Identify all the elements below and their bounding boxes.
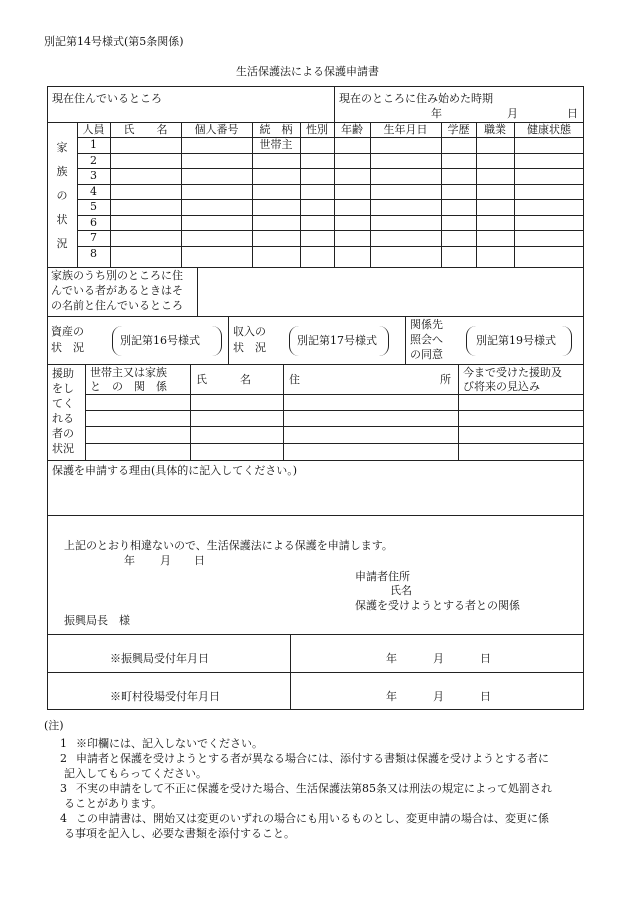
supporters-relation-header: 世帯主又は家族 [90,366,167,379]
family-row-no: 6 [90,216,97,229]
note-line: 申請者と保護を受けようとする者が異なる場合には、添付する書類は保護を受けようとする者に [76,752,549,765]
family-row-no: 5 [90,200,97,213]
separate-family-label-2: んでいる者があるときはそ [51,284,183,297]
family-header: 年齢 [341,123,363,136]
supporters-side-label: をし [52,382,74,395]
note-line: 不実の申請をして不正に保護を受けた場合、生活保護法第85条又は刑法の規定によって処罰され [76,782,552,795]
separate-family-label-1: 家族のうち別のところに住 [51,269,183,282]
note-line: ることがあります。 [64,797,163,810]
supporters-side-label: てく [52,397,74,410]
family-side-label: 家 [56,141,68,154]
family-header: 個人番号 [194,123,239,136]
separate-family-label-3: の名前と住んでいるところ [51,299,183,312]
receipt-office: ※振興局受付年月日 [110,652,209,665]
note-line: 記入してもらってください。 [64,767,207,780]
declaration: 上記のとおり相違ないので、生活保護法による保護を申請します。 [64,539,393,552]
note-number: 2 [60,752,67,765]
family-header: 人員 [82,123,105,136]
supporters-help-header: 今まで受けた援助及 [463,366,562,379]
income-ref: 別記第17号様式 [297,334,377,347]
family-header: 学歴 [447,123,470,136]
residence-label: 現在住んでいるところ [52,92,162,105]
family-header: 続 柄 [259,123,293,136]
form-title: 生活保護法による保護申請書 [236,65,379,78]
note-number: 4 [60,812,67,825]
family-row-no: 1 [90,138,97,151]
supporters-side-label: 者の [52,427,74,440]
family-header: 職業 [484,123,506,136]
note-line: ※印欄には、記入しないでください。 [76,737,263,750]
recipient: 振興局長 様 [64,614,130,627]
applicant-relation: 保護を受けようとする者との関係 [355,599,520,612]
family-header: 性別 [306,123,328,136]
family-side-label: 況 [56,237,68,250]
applicant-name: 氏名 [390,584,412,597]
note-number: 3 [60,782,67,795]
family-header: 生年月日 [383,123,428,136]
family-row-no: 7 [90,231,97,244]
family-row-relation: 世帯主 [259,138,293,151]
family-row-no: 4 [90,185,97,198]
reason-label: 保護を申請する理由(具体的に記入してください。) [52,464,298,477]
family-row-no: 2 [90,154,97,167]
note-number: 1 [60,737,67,750]
family-side-label: 状 [56,213,68,226]
supporters-name-header: 氏 名 [196,373,251,386]
note-line: この申請書は、開始又は変更のいずれの場合にも用いるものとし、変更申請の場合は、変更に係 [76,812,549,825]
note-line: る事項を記入し、必要な書類を添付すること。 [64,827,295,840]
supporters-help-header: び将来の見込み [463,380,540,393]
supporters-side-label: 状況 [52,442,74,455]
residence-since-label: 現在のところに住み始めた時期 [339,92,493,105]
receipt-town: ※町村役場受付年月日 [110,690,220,703]
supporters-relation-header: と の 関 係 [90,380,167,393]
supporters-side-label: れる [52,412,74,425]
supporters-address-header: 所 [440,373,451,386]
family-header: 氏 名 [123,123,168,136]
family-row-no: 8 [90,247,97,260]
family-side-label: の [56,189,68,202]
form-id: 別記第14号様式(第5条関係) [44,35,184,48]
family-side-label: 族 [56,165,68,178]
notes-title: (注) [44,719,64,732]
consent-ref: 別記第19号様式 [476,334,556,347]
applicant-address: 申請者住所 [355,570,410,583]
family-row-no: 3 [90,169,97,182]
asset-ref: 別記第16号様式 [120,334,200,347]
supporters-side-label: 援助 [52,367,74,380]
supporters-address-header: 住 [289,373,300,386]
family-header: 健康状態 [527,123,571,136]
